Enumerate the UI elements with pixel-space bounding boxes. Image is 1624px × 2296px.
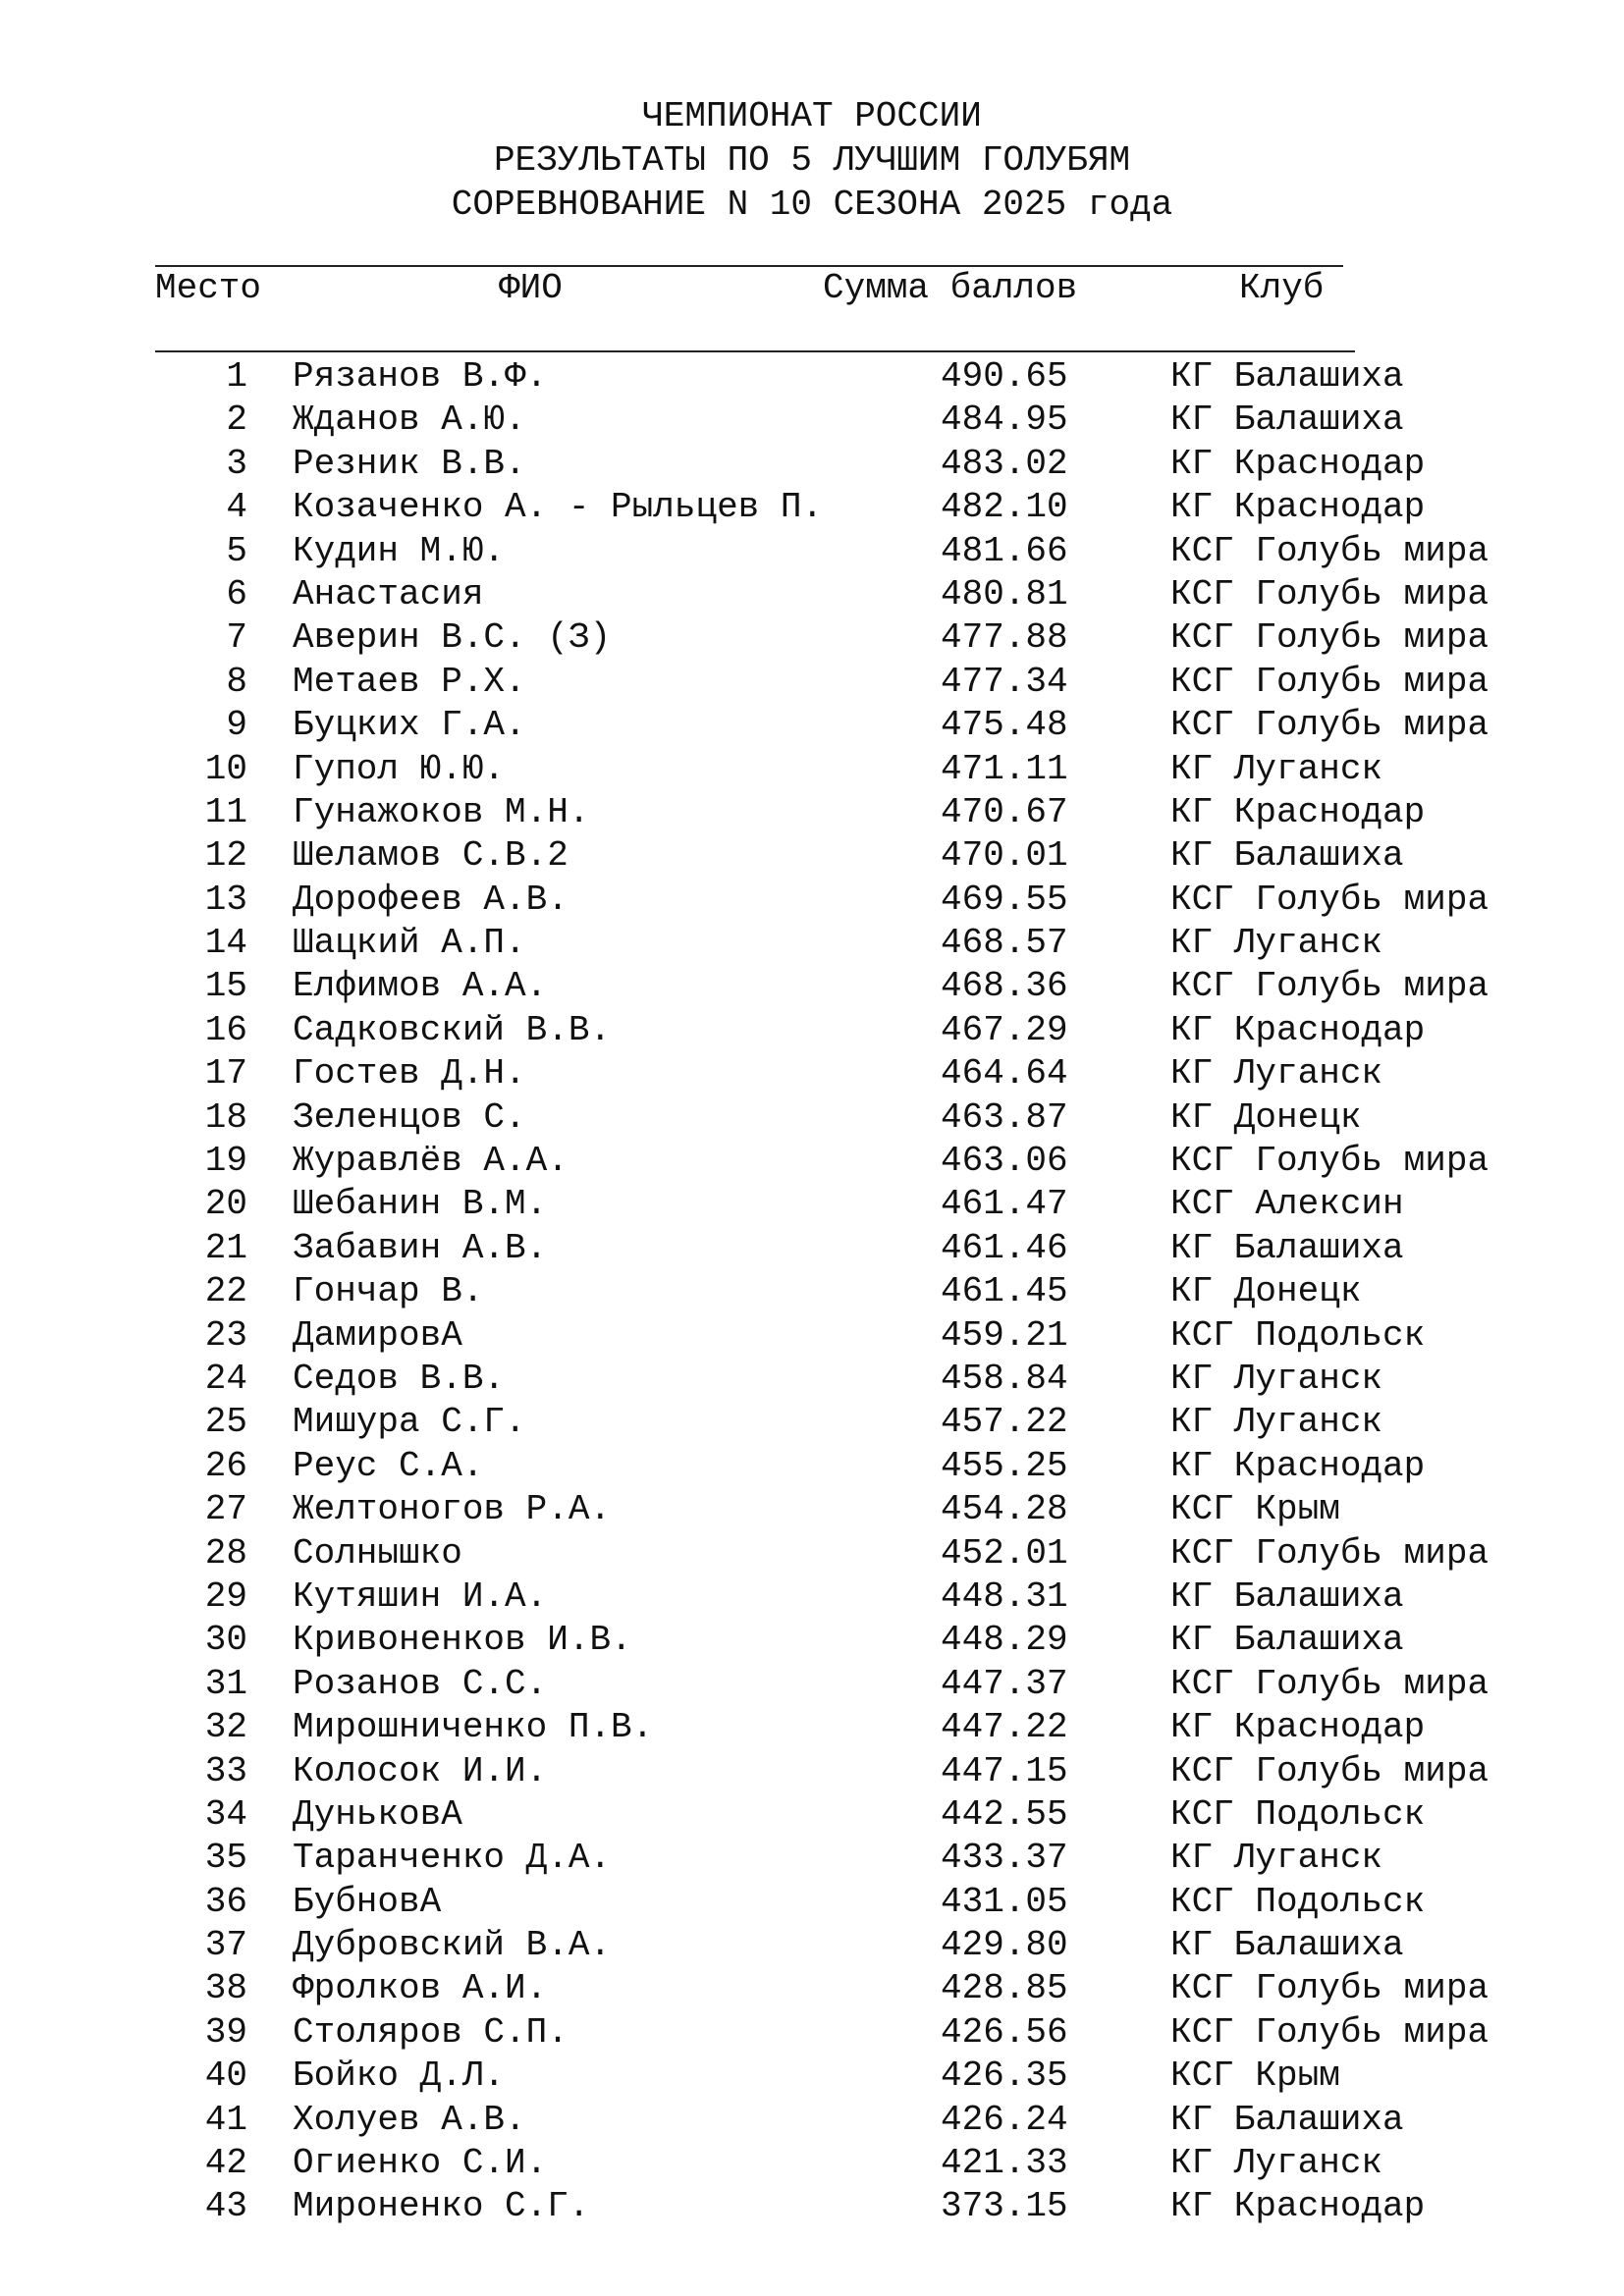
row-club: КГ Луганск xyxy=(1170,2143,1383,2184)
row-name: Солнышко xyxy=(293,1532,462,1574)
row-club: КГ Краснодар xyxy=(1170,791,1426,832)
row-place: 7 xyxy=(226,617,247,659)
row-place: 31 xyxy=(204,1663,247,1704)
table-row xyxy=(0,879,1624,922)
table-row xyxy=(0,1793,1624,1837)
row-club: КГ Луганск xyxy=(1170,748,1383,789)
row-score: 490.65 xyxy=(941,356,1068,397)
row-name: Столяров С.П. xyxy=(293,2011,568,2053)
row-place: 13 xyxy=(204,879,247,920)
table-row xyxy=(0,791,1624,834)
row-score: 470.67 xyxy=(941,791,1068,832)
table-row xyxy=(0,573,1624,616)
row-name: Мироненко С.Г. xyxy=(293,2186,590,2227)
row-place: 19 xyxy=(204,1141,247,1182)
row-place: 18 xyxy=(204,1096,247,1138)
row-place: 9 xyxy=(226,705,247,746)
row-name: Зеленцов С. xyxy=(293,1096,526,1138)
table-row xyxy=(0,1183,1624,1226)
row-score: 458.84 xyxy=(941,1358,1068,1399)
table-row xyxy=(0,1967,1624,2010)
row-name: Гупол Ю.Ю. xyxy=(293,748,506,789)
row-place: 22 xyxy=(204,1271,247,1312)
row-name: Огиенко С.И. xyxy=(293,2143,548,2184)
row-name: Метаев Р.Х. xyxy=(293,661,526,702)
row-place: 16 xyxy=(204,1009,247,1050)
row-place: 10 xyxy=(204,748,247,789)
row-place: 41 xyxy=(204,2099,247,2140)
row-place: 23 xyxy=(204,1314,247,1356)
table-row xyxy=(0,1140,1624,1183)
row-club: КСГ Голубь мира xyxy=(1170,705,1489,746)
row-score: 471.11 xyxy=(941,748,1068,789)
row-name: Гончар В. xyxy=(293,1271,484,1312)
top-divider xyxy=(155,265,1343,267)
table-row xyxy=(0,1009,1624,1052)
row-score: 426.35 xyxy=(941,2056,1068,2097)
table-row xyxy=(0,748,1624,791)
row-score: 426.24 xyxy=(941,2099,1068,2140)
row-score: 426.56 xyxy=(941,2011,1068,2053)
row-club: КГ Балашиха xyxy=(1170,1575,1404,1617)
row-score: 477.34 xyxy=(941,661,1068,702)
row-club: КСГ Подольск xyxy=(1170,1793,1426,1835)
row-score: 468.36 xyxy=(941,966,1068,1007)
row-score: 373.15 xyxy=(941,2186,1068,2227)
table-row xyxy=(0,1837,1624,1880)
row-place: 38 xyxy=(204,1968,247,2009)
row-club: КСГ Крым xyxy=(1170,1489,1340,1530)
row-place: 36 xyxy=(204,1881,247,1922)
row-name: Гостев Д.Н. xyxy=(293,1053,526,1095)
row-place: 21 xyxy=(204,1227,247,1268)
row-name: Анастасия xyxy=(293,573,484,614)
row-club: КСГ Голубь мира xyxy=(1170,966,1489,1007)
document-title: ЧЕМПИОНАТ РОССИИ xyxy=(642,96,982,136)
row-club: КСГ Голубь мира xyxy=(1170,1532,1489,1574)
row-club: КГ Луганск xyxy=(1170,1358,1383,1399)
table-row xyxy=(0,616,1624,660)
row-name: Колосок И.И. xyxy=(293,1750,548,1791)
row-name: Козаченко А. - Рыльцев П. xyxy=(293,487,824,528)
row-name: Бойко Д.Л. xyxy=(293,2056,506,2097)
row-club: КГ Краснодар xyxy=(1170,487,1426,528)
row-club: КГ Краснодар xyxy=(1170,1009,1426,1050)
row-club: КГ Краснодар xyxy=(1170,1707,1426,1748)
table-row xyxy=(0,1052,1624,1095)
row-place: 6 xyxy=(226,573,247,614)
row-score: 461.47 xyxy=(941,1184,1068,1225)
row-club: КГ Луганск xyxy=(1170,1053,1383,1095)
row-name: Гунажоков М.Н. xyxy=(293,791,590,832)
header-divider xyxy=(155,350,1355,352)
row-score: 475.48 xyxy=(941,705,1068,746)
table-row xyxy=(0,1488,1624,1531)
row-club: КСГ Голубь мира xyxy=(1170,1663,1489,1704)
column-header-place: Место xyxy=(155,268,262,308)
row-name: Мишура С.Г. xyxy=(293,1402,526,1443)
row-club: КСГ Голубь мира xyxy=(1170,530,1489,571)
row-score: 454.28 xyxy=(941,1489,1068,1530)
row-club: КСГ Голубь мира xyxy=(1170,573,1489,614)
row-score: 447.22 xyxy=(941,1707,1068,1748)
row-score: 463.06 xyxy=(941,1141,1068,1182)
row-name: Таранченко Д.А. xyxy=(293,1838,612,1879)
table-row xyxy=(0,1096,1624,1140)
row-name: Желтоногов Р.А. xyxy=(293,1489,612,1530)
row-place: 34 xyxy=(204,1793,247,1835)
row-club: КГ Балашиха xyxy=(1170,356,1404,397)
row-place: 20 xyxy=(204,1184,247,1225)
table-row xyxy=(0,834,1624,878)
table-row xyxy=(0,355,1624,399)
row-score: 447.37 xyxy=(941,1663,1068,1704)
competition-info: СОРЕВНОВАНИЕ N 10 СЕЗОНА 2025 года xyxy=(451,185,1173,225)
row-place: 26 xyxy=(204,1445,247,1486)
row-name: ДамировА xyxy=(293,1314,462,1356)
row-place: 30 xyxy=(204,1620,247,1661)
table-row xyxy=(0,1314,1624,1358)
row-place: 25 xyxy=(204,1402,247,1443)
row-club: КГ Луганск xyxy=(1170,923,1383,964)
row-place: 27 xyxy=(204,1489,247,1530)
row-place: 40 xyxy=(204,2056,247,2097)
row-club: КГ Краснодар xyxy=(1170,2186,1426,2227)
row-name: Кутяшин И.А. xyxy=(293,1575,548,1617)
row-name: Дорофеев А.В. xyxy=(293,879,568,920)
table-row xyxy=(0,661,1624,704)
row-name: Шеламов С.В.2 xyxy=(293,835,568,877)
row-club: КСГ Голубь мира xyxy=(1170,1141,1489,1182)
row-score: 463.87 xyxy=(941,1096,1068,1138)
column-header-club: Клуб xyxy=(1239,268,1325,308)
row-place: 17 xyxy=(204,1053,247,1095)
row-club: КСГ Крым xyxy=(1170,2056,1340,2097)
table-row xyxy=(0,1575,1624,1619)
table-row xyxy=(0,704,1624,747)
row-club: КГ Балашиха xyxy=(1170,2099,1404,2140)
table-row xyxy=(0,486,1624,529)
row-place: 32 xyxy=(204,1707,247,1748)
table-row xyxy=(0,1663,1624,1706)
row-name: Жданов А.Ю. xyxy=(293,400,526,441)
row-place: 8 xyxy=(226,661,247,702)
row-score: 428.85 xyxy=(941,1968,1068,2009)
row-name: Мирошниченко П.В. xyxy=(293,1707,654,1748)
row-name: БубновА xyxy=(293,1881,442,1922)
table-row xyxy=(0,1401,1624,1444)
row-club: КГ Балашиха xyxy=(1170,1620,1404,1661)
row-score: 433.37 xyxy=(941,1838,1068,1879)
row-club: КГ Краснодар xyxy=(1170,443,1426,484)
row-score: 468.57 xyxy=(941,923,1068,964)
column-header-score: Сумма баллов xyxy=(823,268,1078,308)
row-score: 448.29 xyxy=(941,1620,1068,1661)
row-place: 33 xyxy=(204,1750,247,1791)
row-score: 461.45 xyxy=(941,1271,1068,1312)
row-name: Кудин М.Ю. xyxy=(293,530,506,571)
table-row xyxy=(0,1924,1624,1967)
row-club: КГ Балашиха xyxy=(1170,835,1404,877)
table-row xyxy=(0,922,1624,965)
row-score: 457.22 xyxy=(941,1402,1068,1443)
results-table xyxy=(0,355,1624,2229)
row-place: 11 xyxy=(204,791,247,832)
row-place: 5 xyxy=(226,530,247,571)
row-name: Седов В.В. xyxy=(293,1358,506,1399)
table-row xyxy=(0,2011,1624,2055)
row-score: 442.55 xyxy=(941,1793,1068,1835)
row-place: 28 xyxy=(204,1532,247,1574)
row-name: Холуев А.В. xyxy=(293,2099,526,2140)
row-club: КСГ Голубь мира xyxy=(1170,1968,1489,2009)
row-score: 455.25 xyxy=(941,1445,1068,1486)
row-score: 464.64 xyxy=(941,1053,1068,1095)
row-score: 470.01 xyxy=(941,835,1068,877)
row-place: 42 xyxy=(204,2143,247,2184)
row-score: 483.02 xyxy=(941,443,1068,484)
row-score: 469.55 xyxy=(941,879,1068,920)
row-name: Реус С.А. xyxy=(293,1445,484,1486)
table-row xyxy=(0,1270,1624,1313)
row-place: 29 xyxy=(204,1575,247,1617)
row-name: Шацкий А.П. xyxy=(293,923,526,964)
row-score: 431.05 xyxy=(941,1881,1068,1922)
table-row xyxy=(0,1227,1624,1270)
row-place: 14 xyxy=(204,923,247,964)
row-name: Шебанин В.М. xyxy=(293,1184,548,1225)
row-club: КСГ Голубь мира xyxy=(1170,2011,1489,2053)
row-name: Кривоненков И.В. xyxy=(293,1620,632,1661)
row-club: КСГ Голубь мира xyxy=(1170,661,1489,702)
row-club: КСГ Голубь мира xyxy=(1170,879,1489,920)
table-row xyxy=(0,1358,1624,1401)
row-club: КСГ Подольск xyxy=(1170,1314,1426,1356)
table-row xyxy=(0,443,1624,486)
row-score: 461.46 xyxy=(941,1227,1068,1268)
row-name: Буцких Г.А. xyxy=(293,705,526,746)
document-header xyxy=(0,94,1624,227)
table-row xyxy=(0,2055,1624,2098)
table-row xyxy=(0,530,1624,573)
row-name: Садковский В.В. xyxy=(293,1009,612,1050)
row-place: 4 xyxy=(226,487,247,528)
table-row xyxy=(0,2142,1624,2185)
row-name: Забавин А.В. xyxy=(293,1227,548,1268)
row-place: 3 xyxy=(226,443,247,484)
row-place: 15 xyxy=(204,966,247,1007)
row-score: 481.66 xyxy=(941,530,1068,571)
table-row xyxy=(0,965,1624,1008)
row-score: 429.80 xyxy=(941,1925,1068,1966)
row-score: 482.10 xyxy=(941,487,1068,528)
row-club: КСГ Голубь мира xyxy=(1170,617,1489,659)
row-club: КГ Луганск xyxy=(1170,1838,1383,1879)
row-club: КГ Балашиха xyxy=(1170,1925,1404,1966)
row-place: 39 xyxy=(204,2011,247,2053)
row-place: 43 xyxy=(204,2186,247,2227)
table-row xyxy=(0,2185,1624,2228)
row-place: 37 xyxy=(204,1925,247,1966)
row-place: 12 xyxy=(204,835,247,877)
row-name: Аверин В.С. (З) xyxy=(293,617,612,659)
table-row xyxy=(0,1706,1624,1749)
table-row xyxy=(0,1750,1624,1793)
row-club: КГ Краснодар xyxy=(1170,1445,1426,1486)
row-name: ДуньковА xyxy=(293,1793,462,1835)
row-score: 484.95 xyxy=(941,400,1068,441)
row-club: КГ Балашиха xyxy=(1170,400,1404,441)
row-score: 452.01 xyxy=(941,1532,1068,1574)
table-row xyxy=(0,1881,1624,1924)
row-name: Фролков А.И. xyxy=(293,1968,548,2009)
row-score: 447.15 xyxy=(941,1750,1068,1791)
document-subtitle: РЕЗУЛЬТАТЫ ПО 5 ЛУЧШИМ ГОЛУБЯМ xyxy=(493,140,1131,181)
row-score: 480.81 xyxy=(941,573,1068,614)
row-name: Елфимов А.А. xyxy=(293,966,548,1007)
row-score: 448.31 xyxy=(941,1575,1068,1617)
row-name: Резник В.В. xyxy=(293,443,526,484)
row-score: 477.88 xyxy=(941,617,1068,659)
row-club: КГ Донецк xyxy=(1170,1271,1362,1312)
table-row xyxy=(0,1532,1624,1575)
row-score: 459.21 xyxy=(941,1314,1068,1356)
row-place: 1 xyxy=(226,356,247,397)
row-club: КГ Донецк xyxy=(1170,1096,1362,1138)
table-row xyxy=(0,1445,1624,1488)
row-club: КГ Балашиха xyxy=(1170,1227,1404,1268)
row-place: 2 xyxy=(226,400,247,441)
table-row xyxy=(0,2099,1624,2142)
row-place: 35 xyxy=(204,1838,247,1879)
row-club: КГ Луганск xyxy=(1170,1402,1383,1443)
row-score: 421.33 xyxy=(941,2143,1068,2184)
column-header-name: ФИО xyxy=(499,268,563,308)
row-club: КСГ Голубь мира xyxy=(1170,1750,1489,1791)
row-name: Дубровский В.А. xyxy=(293,1925,612,1966)
row-club: КСГ Алексин xyxy=(1170,1184,1404,1225)
row-name: Журавлёв А.А. xyxy=(293,1141,568,1182)
row-name: Розанов С.С. xyxy=(293,1663,548,1704)
row-place: 24 xyxy=(204,1358,247,1399)
table-row xyxy=(0,1619,1624,1662)
table-row xyxy=(0,399,1624,442)
row-name: Рязанов В.Ф. xyxy=(293,356,548,397)
row-score: 467.29 xyxy=(941,1009,1068,1050)
row-club: КСГ Подольск xyxy=(1170,1881,1426,1922)
